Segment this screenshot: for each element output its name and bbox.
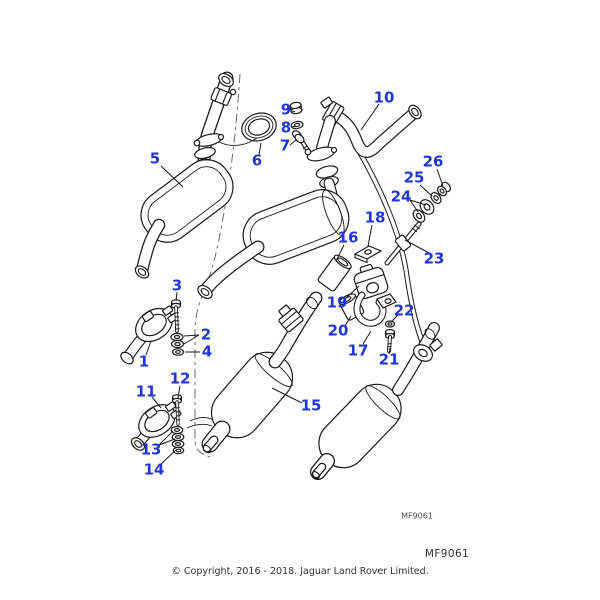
gasket-ring-6 (219, 109, 280, 146)
part-callout-16[interactable]: 16 (337, 228, 359, 247)
part-callout-11[interactable]: 11 (135, 382, 157, 401)
mounting-rod-23 (387, 224, 420, 263)
part-callout-9[interactable]: 9 (280, 100, 292, 119)
part-callout-6[interactable]: 6 (251, 151, 263, 170)
part-callout-15[interactable]: 15 (300, 396, 322, 415)
part-callout-10[interactable]: 10 (373, 88, 395, 107)
part-callout-2[interactable]: 2 (200, 325, 212, 344)
copyright-text: © Copyright, 2016 - 2018. Jaguar Land Rover Limited. (171, 566, 429, 577)
coupling-sleeve-16 (317, 253, 353, 292)
part-callout-5[interactable]: 5 (149, 149, 161, 168)
rear-silencer-assembly (309, 327, 442, 480)
part-callout-17[interactable]: 17 (347, 341, 369, 360)
part-callout-7[interactable]: 7 (279, 136, 291, 155)
diagram-code: MF9061 (424, 548, 470, 560)
part-callout-24[interactable]: 24 (390, 187, 412, 206)
nut-9 (290, 102, 303, 115)
part-callout-18[interactable]: 18 (364, 208, 386, 227)
part-callout-8[interactable]: 8 (280, 118, 292, 137)
part-callout-12[interactable]: 12 (169, 369, 191, 388)
mounting-plate-18 (355, 246, 381, 263)
nut-22 (386, 321, 395, 327)
part-callout-23[interactable]: 23 (423, 249, 445, 268)
part-callout-20[interactable]: 20 (327, 321, 349, 340)
diagram-code-small: MF9061 (401, 511, 433, 521)
nut-4 (173, 349, 184, 356)
washer-8 (290, 121, 303, 130)
part-callout-3[interactable]: 3 (171, 276, 183, 295)
part-callout-25[interactable]: 25 (403, 168, 425, 187)
part-callout-13[interactable]: 13 (140, 440, 162, 459)
resonator-15 (187, 295, 320, 454)
part-callout-4[interactable]: 4 (201, 342, 213, 361)
hanger-rubber-19 (351, 261, 389, 300)
intermediate-pipe-10 (321, 97, 424, 152)
part-callout-26[interactable]: 26 (422, 152, 444, 171)
part-callout-21[interactable]: 21 (378, 350, 400, 369)
washers-13 (171, 427, 184, 448)
clamp-1-assembly (119, 299, 182, 366)
part-callout-22[interactable]: 22 (393, 301, 415, 320)
bolt-21 (386, 330, 395, 352)
part-callout-1[interactable]: 1 (138, 352, 150, 371)
part-callout-19[interactable]: 19 (326, 293, 348, 312)
front-silencer-5 (131, 150, 242, 280)
washers-2 (171, 333, 184, 347)
part-callout-14[interactable]: 14 (143, 460, 165, 479)
